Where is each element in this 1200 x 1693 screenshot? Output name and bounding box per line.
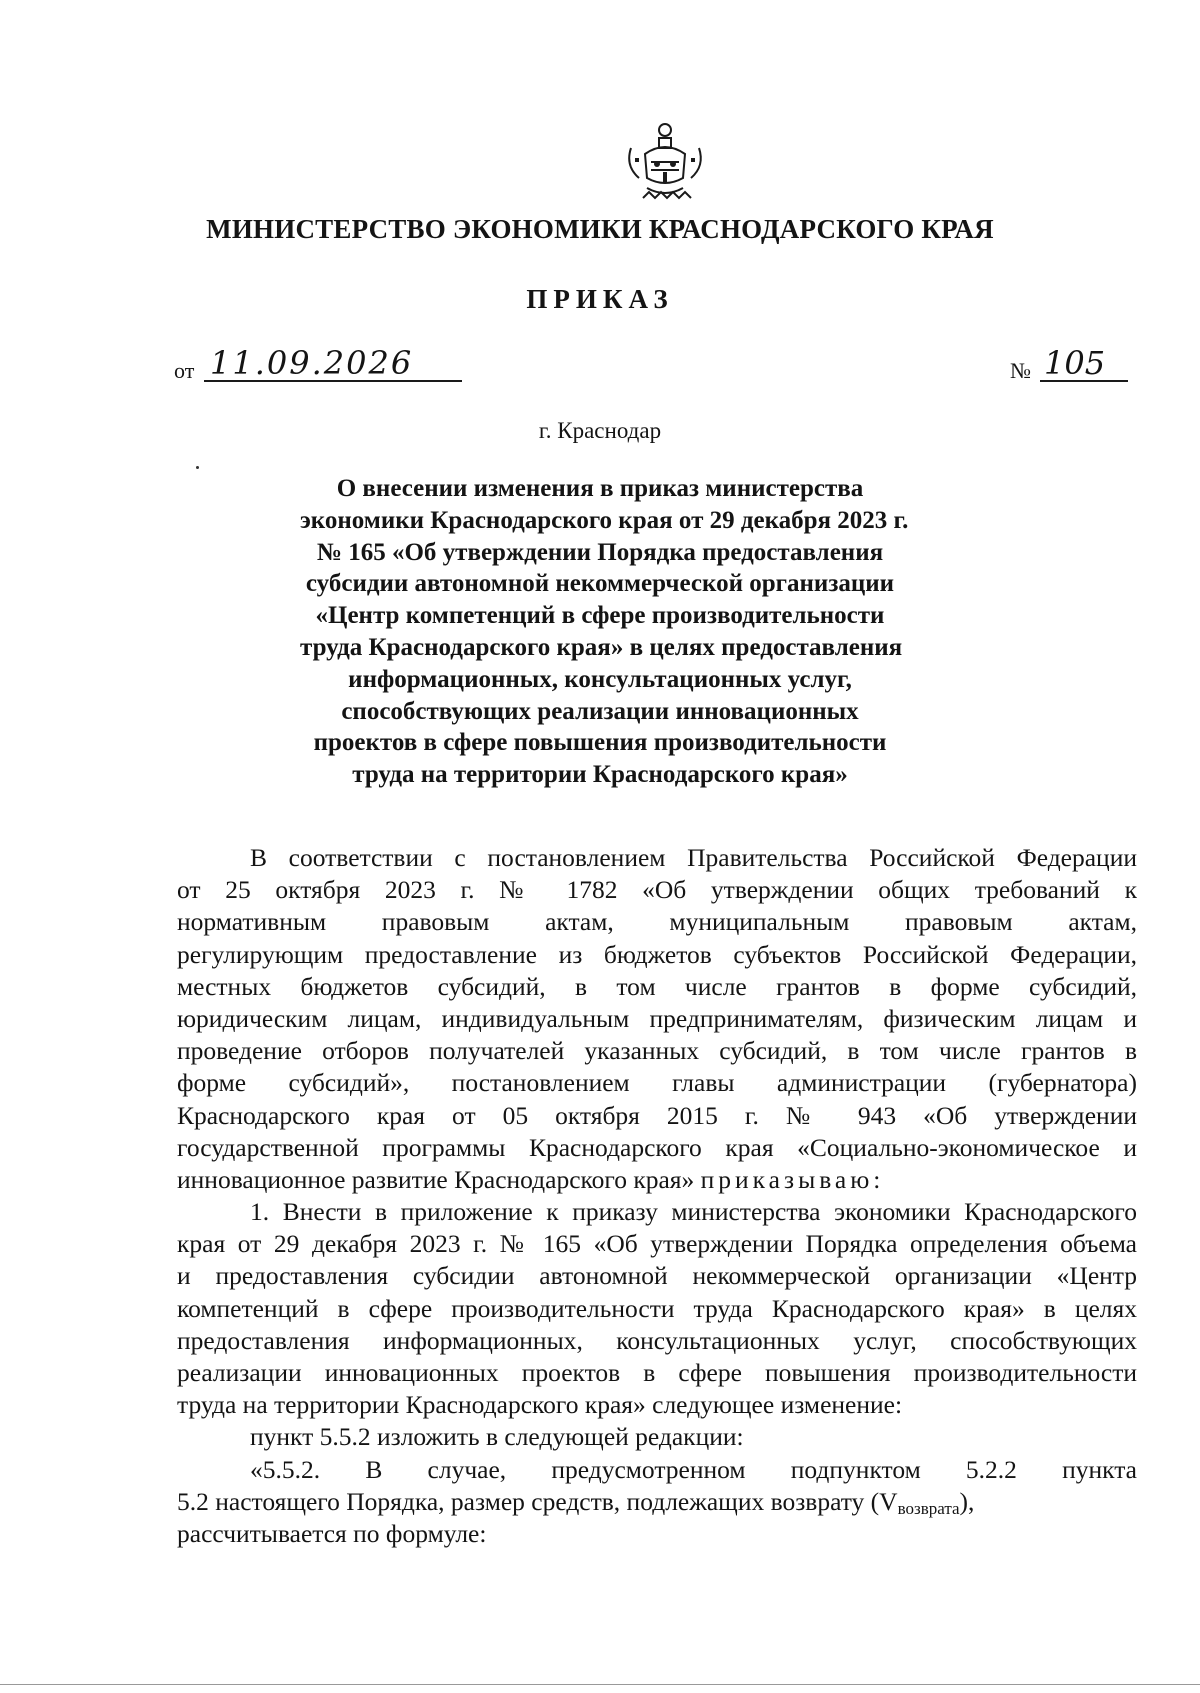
body-line: 1. Внести в приложение к приказу министерства экономики Краснодарского	[250, 1197, 1137, 1227]
body-line: компетенций в сфере производительности труда Краснодарского края» в целях	[177, 1293, 1137, 1323]
body-line: пункт 5.5.2 изложить в следующей редакции:	[250, 1422, 744, 1452]
order-heading	[300, 473, 909, 791]
heading-line: труда на территории Краснодарского края»	[352, 761, 848, 789]
order-title: ПРИКАЗ	[526, 284, 674, 314]
subscript: возврата	[897, 1498, 960, 1518]
order-date	[174, 344, 464, 386]
number-underline	[1040, 380, 1128, 382]
body-line: Краснодарского края от 05 октября 2015 г. № 943 «Об утверждении	[177, 1100, 1137, 1130]
body-line: государственной программы Краснодарского края «Социально-экономическое и	[177, 1132, 1137, 1162]
date-prefix: от	[174, 358, 195, 383]
body-line-text: инновационное развитие Краснодарского края»	[177, 1164, 695, 1194]
body-line: форме субсидий», постановлением главы администрации (губернатора)	[177, 1068, 1137, 1098]
body-line: и предоставления субсидии автономной некоммерческой организации «Центр	[177, 1261, 1137, 1291]
page-bottom-rule	[0, 1684, 1200, 1685]
date-underline	[204, 380, 462, 382]
document-body	[177, 842, 1137, 1550]
order-number	[1010, 344, 1130, 386]
heading-line: экономики Краснодарского края от 29 декабря 2023 г.	[300, 506, 909, 534]
body-line: предоставления информационных, консультационных услуг, способствующих	[177, 1325, 1137, 1355]
heading-line: О внесении изменения в приказ министерства	[336, 475, 864, 502]
body-line: труда на территории Краснодарского края» следующее изменение:	[177, 1390, 903, 1420]
city: г. Краснодар	[538, 418, 662, 443]
number-prefix: №	[1010, 358, 1031, 383]
heading-line: информационных, консультационных услуг,	[348, 665, 852, 693]
body-line-text: 5.2 настоящего Порядка, размер средств, подлежащих возврату (V	[177, 1486, 898, 1516]
coat-of-arms-icon	[621, 118, 709, 218]
body-line: юридическим лицам, индивидуальным предпринимателям, физическим лицам и	[177, 1003, 1137, 1033]
body-line: края от 29 декабря 2023 г. № 165 «Об утверждении Порядка определения объема	[177, 1229, 1137, 1259]
body-line: В соответствии с постановлением Правительства Российской Федерации	[250, 843, 1137, 872]
body-line: «5.5.2. В случае, предусмотренном подпунктом 5.2.2 пункта	[250, 1454, 1137, 1484]
body-line	[177, 1486, 1137, 1518]
heading-line: субсидии автономной некоммерческой организации	[305, 570, 895, 598]
ministry-name: МИНИСТЕРСТВО ЭКОНОМИКИ КРАСНОДАРСКОГО КРАЯ	[206, 214, 994, 244]
body-line: рассчитывается по формуле:	[177, 1518, 487, 1548]
body-line-end: ),	[959, 1486, 975, 1516]
body-line: местных бюджетов субсидий, в том числе грантов в форме субсидий,	[177, 971, 1137, 1001]
heading-line: проектов в сфере повышения производительности	[313, 729, 887, 757]
heading-line: «Центр компетенций в сфере производительности	[315, 602, 885, 630]
stray-dot	[196, 466, 199, 469]
body-line	[177, 1164, 1137, 1196]
date-value: 11.09.2026	[210, 344, 414, 382]
body-line: проведение отборов получателей указанных субсидий, в том числе грантов в	[177, 1036, 1137, 1066]
heading-line: № 165 «Об утверждении Порядка предоставления	[316, 538, 884, 566]
body-line: реализации инновационных проектов в сфере повышения производительности	[177, 1358, 1137, 1387]
body-line: от 25 октября 2023 г. № 1782 «Об утверждении общих требований к	[177, 875, 1137, 905]
body-line: нормативным правовым актам, муниципальным правовым актам,	[177, 907, 1137, 937]
number-value: 105	[1044, 344, 1106, 382]
body-line: регулирующим предоставление из бюджетов субъектов Российской Федерации,	[177, 939, 1137, 969]
heading-line: труда Краснодарского края» в целях предоставления	[300, 633, 903, 661]
order-verb: приказываю:	[700, 1164, 885, 1194]
heading-line: способствующих реализации инновационных	[341, 697, 859, 725]
